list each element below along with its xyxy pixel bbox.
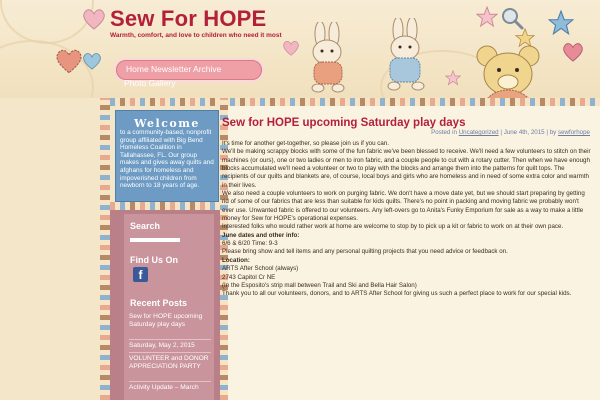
post-paragraph: It's time for another get-together, so please join us if you can. [222, 140, 389, 147]
recent-post-link[interactable]: Activity Update – March [129, 384, 199, 391]
swirl-decoration [0, 0, 94, 44]
patchwork-border [100, 98, 110, 400]
divider [129, 339, 211, 340]
search-heading: Search [130, 221, 161, 231]
post-meta [222, 129, 590, 136]
meta-sep: | [500, 129, 502, 136]
nav-photo-gallery-link[interactable]: Photo Gallery [124, 78, 176, 88]
divider [129, 352, 211, 353]
meta-sep: | [546, 129, 548, 136]
welcome-title: Welcome [134, 117, 200, 130]
post-paragraph: Interested folks who would rather work at home are welcome to stop by to pick up a kit or fabric to work on at their own pace. [222, 223, 564, 231]
recent-posts-heading: Recent Posts [130, 298, 188, 308]
bunny-icon [300, 22, 358, 94]
search-input[interactable] [130, 238, 180, 242]
star-icon [476, 6, 498, 28]
heart-icon [82, 8, 106, 30]
divider [129, 381, 211, 382]
post-title[interactable]: Sew for HOPE upcoming Saturday play days [222, 117, 466, 129]
post-paragraph: Please bring show and tell items and any personal quilting projects that you need advice or feedback on. [222, 248, 508, 256]
post-paragraph: Thank you to all our volunteers, donors, and to ARTS After School for giving us such a perfect place to work for our special kids. [222, 290, 572, 298]
search-icon[interactable] [500, 6, 524, 30]
welcome-text: to a community-based, nonprofit group affiliated with Big Bend Homeless Coalition in Tallahassee, FL. Our group makes and gives away quilts and afghans for homeless and impoverished children from newborn to 18 years of age. [120, 129, 214, 190]
location-line: (In the Esposito's strip mall between Trail and Ski and Bella Hair Salon) [222, 281, 417, 289]
dates-line: 6/6 & 6/20 Time: 9-3 [222, 240, 278, 248]
heart-icon [562, 42, 584, 62]
patchwork-border [100, 98, 600, 106]
post-paragraph: We'll be making scrappy blocks with some of the fun fabric we've been blessed to receive. We'll need a few volunteers to stitch on their machines (or ours), one or two ladies or men to iron fabric, and a couple people to cut with a rotary cutter. Then when we have enough blocks accumulated we'll need a volunteer or two to play with the blocks and arrange them into the patterns for quilt tops. The recipients of our quilts and blankets are, of course, local boys and girls who are homeless and in need of some extra color and warmth in their lives. [222, 148, 591, 189]
page-margin [0, 98, 100, 400]
location-line: ARTS After School (always) [222, 265, 299, 273]
meta-prefix: Posted in [431, 129, 457, 136]
nav-newsletter-link[interactable]: Newsletter Archive [151, 64, 222, 74]
patchwork-border [110, 202, 220, 210]
heart-icon [282, 40, 300, 56]
bunny-icon [378, 18, 436, 92]
site-title[interactable]: Sew For HOPE [110, 6, 267, 31]
post-paragraph: We also need a couple volunteers to work on purging fabric. We don't have a move date yet, but we should start preparing by getting rid of some of our fabrics that are less than suitable for kids quilts. There's no point in packing and moving fabric we probably won't ever use. Unwanted fabric is offered to our volunteers. Any left-overs go to Anita's Funky Emporium for sale as a way to make a little money for Sew for HOPE's operational expenses. [222, 190, 585, 223]
dates-heading: June dates and other info: [222, 231, 300, 239]
find-us-heading: Find Us On [130, 255, 178, 265]
site-tagline: Warmth, comfort, and love to children who need it most [110, 32, 282, 39]
star-icon [445, 70, 461, 86]
star-icon [548, 10, 574, 36]
post-category-link[interactable]: Uncategorized [458, 129, 499, 136]
post-body [222, 140, 592, 299]
recent-post-link[interactable]: Sew for HOPE upcoming Saturday play days [129, 313, 203, 328]
location-heading: Location: [222, 256, 250, 264]
nav-home-link[interactable]: Home [126, 64, 149, 74]
post-date: June 4th, 2015 [503, 129, 545, 136]
heart-icon [55, 48, 83, 74]
post-author-link[interactable]: sewforhope [558, 129, 590, 136]
recent-post-link[interactable]: Saturday, May 2, 2015 [129, 342, 195, 349]
facebook-icon[interactable]: f [133, 267, 148, 282]
welcome-box [115, 110, 219, 202]
location-line: 2743 Capitol Cr NE [222, 273, 276, 281]
heart-icon [82, 52, 102, 70]
recent-post-link[interactable]: VOLUNTEER and DONOR APPRECIATION PARTY [129, 355, 209, 370]
meta-by: by [549, 129, 557, 136]
